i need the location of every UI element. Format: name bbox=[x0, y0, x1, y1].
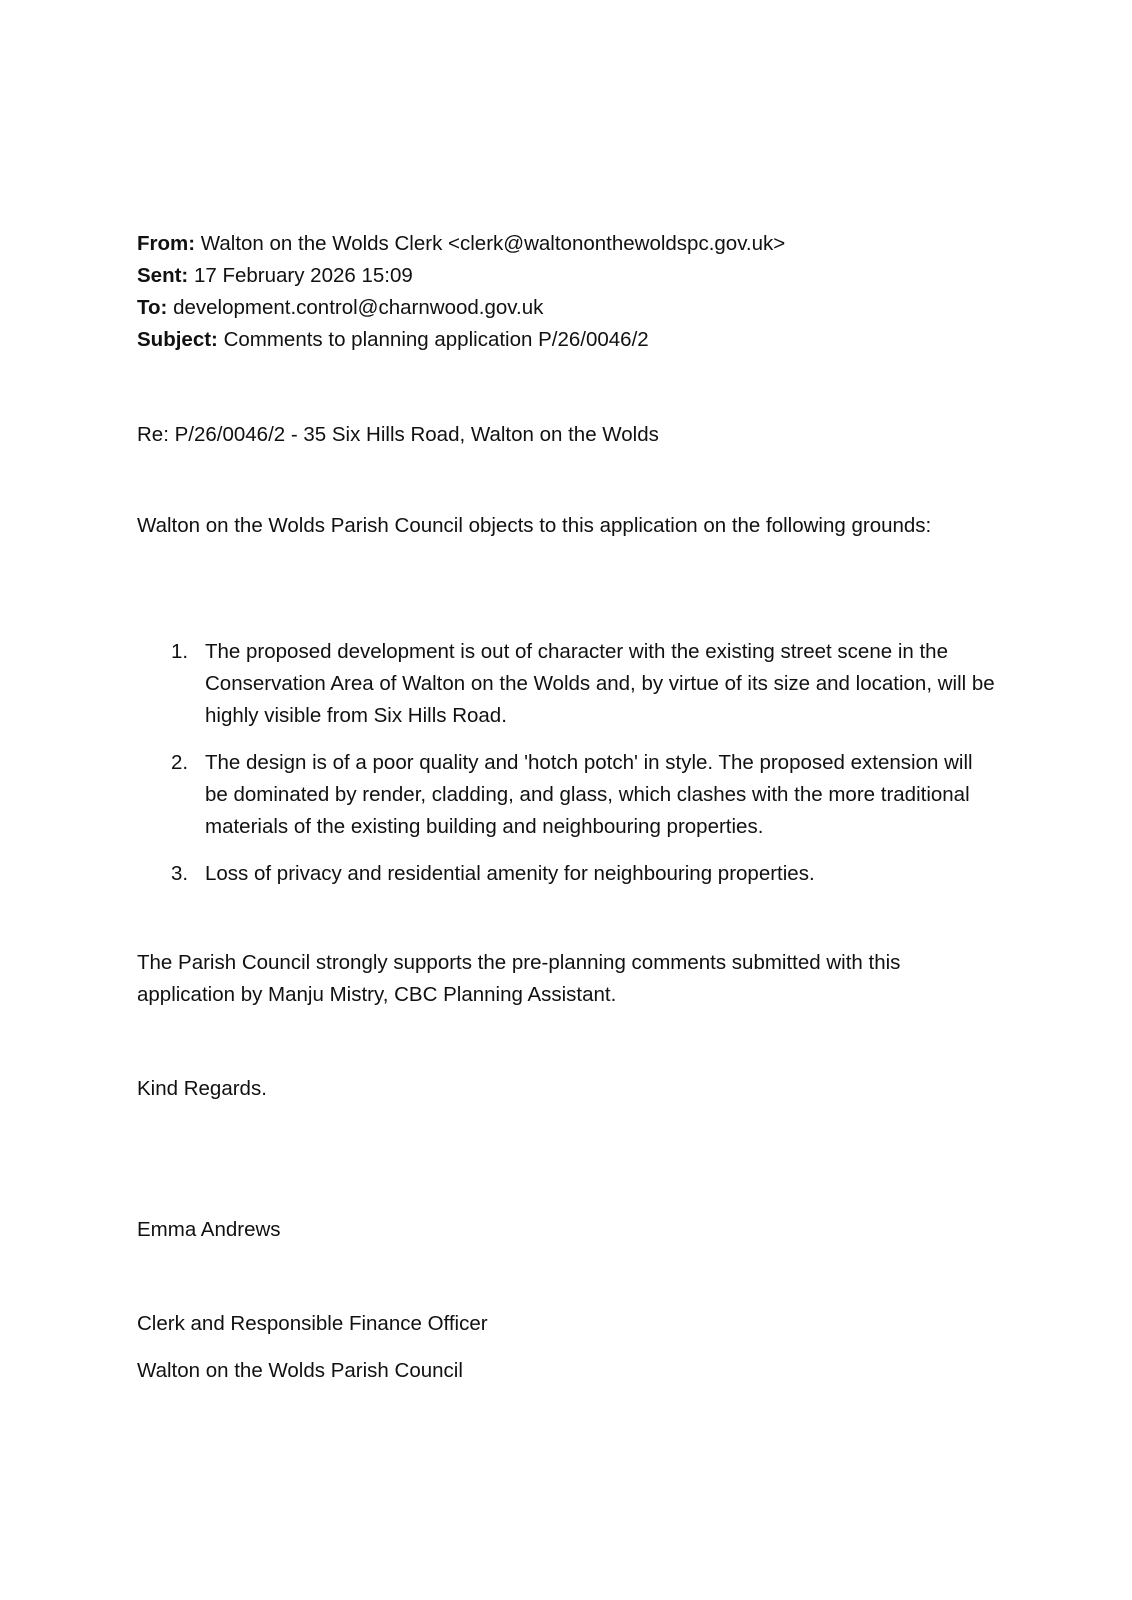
re-line: Re: P/26/0046/2 - 35 Six Hills Road, Walton on the Wolds bbox=[137, 423, 659, 446]
from-value: Walton on the Wolds Clerk <clerk@waltononthewoldspc.gov.uk> bbox=[200, 232, 786, 255]
closing-line: Kind Regards. bbox=[137, 1077, 267, 1100]
list-item bbox=[137, 747, 997, 843]
header-from-line bbox=[137, 232, 785, 256]
list-item bbox=[137, 858, 997, 890]
list-item bbox=[137, 636, 997, 732]
subject-value: Comments to planning application P/26/0046/2 bbox=[223, 328, 649, 351]
signature-title: Clerk and Responsible Finance Officer bbox=[137, 1312, 488, 1335]
grounds-list bbox=[137, 636, 997, 890]
signature-name: Emma Andrews bbox=[137, 1218, 281, 1241]
to-label: To: bbox=[137, 296, 168, 319]
support-paragraph: The Parish Council strongly supports the pre-planning comments submitted with this application by Manju Mistry, CBC Planning Assistant. bbox=[137, 951, 901, 1006]
list-text: The proposed development is out of character with the existing street scene in the Conservation Area of Walton on the Wolds and, by virtue of its size and location, will be highly visible from Six Hills Road. bbox=[205, 640, 995, 727]
signature-organisation: Walton on the Wolds Parish Council bbox=[137, 1359, 463, 1382]
list-number: 3. bbox=[171, 862, 189, 885]
intro-paragraph: Walton on the Wolds Parish Council objects to this application on the following grounds: bbox=[137, 514, 932, 537]
header-to-line bbox=[137, 296, 543, 320]
from-label: From: bbox=[137, 232, 196, 255]
list-number: 1. bbox=[171, 640, 189, 663]
to-value: development.control@charnwood.gov.uk bbox=[173, 296, 544, 319]
sent-label: Sent: bbox=[137, 264, 189, 287]
sent-value: 17 February 2026 15:09 bbox=[193, 264, 413, 287]
header-sent-line bbox=[137, 264, 413, 288]
list-text: Loss of privacy and residential amenity for neighbouring properties. bbox=[205, 862, 815, 885]
list-number: 2. bbox=[171, 751, 189, 774]
header-subject-line bbox=[137, 328, 649, 352]
list-text: The design is of a poor quality and 'hotch potch' in style. The proposed extension will be dominated by render, cladding, and glass, which clashes with the more traditional materials of the existing building and neighbouring properties. bbox=[205, 751, 973, 838]
subject-label: Subject: bbox=[137, 328, 218, 351]
